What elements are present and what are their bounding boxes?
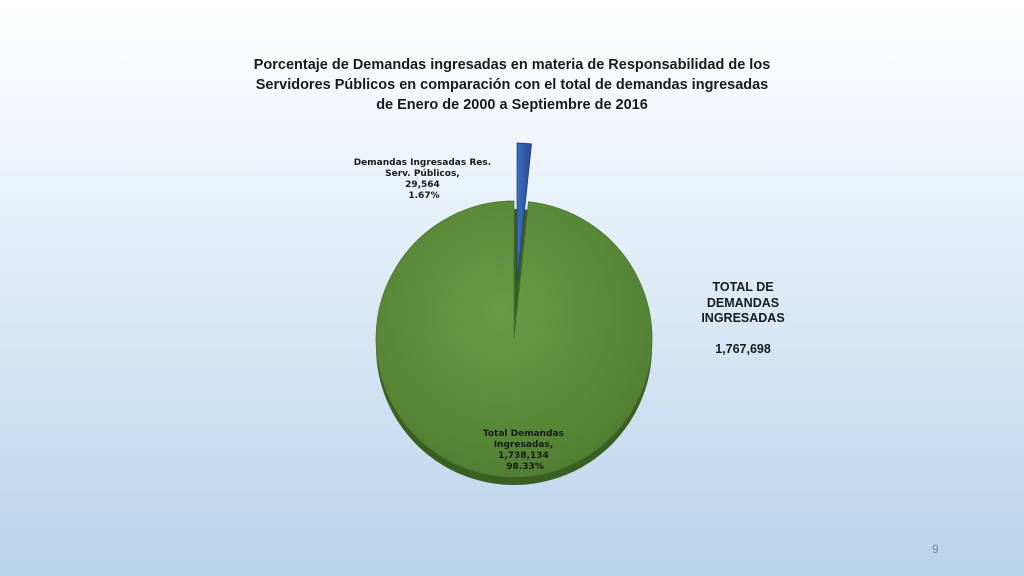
slice-label-large-line-3: 1,738,134 [498, 451, 549, 461]
slice-label-large-line-1: Total Demandas [482, 429, 564, 439]
slice-label-small [354, 158, 495, 201]
total-summary [668, 280, 818, 357]
chart-title-line-2: Servidores Públicos en comparación con el total de demandas ingresadas [255, 77, 769, 93]
chart-title-line-1: Porcentaje de Demandas ingresadas en materia de Responsabilidad de los [253, 57, 771, 73]
slice-label-small-line-4: 1.67% [408, 191, 440, 201]
slice-label-large-line-4: 98.33% [506, 462, 544, 472]
total-summary-line-2: DEMANDAS [706, 295, 780, 310]
slice-label-small-line-2: Serv. Públicos, [385, 169, 460, 179]
slice-label-small-line-1: Demandas Ingresadas Res. [353, 158, 492, 168]
total-summary-line-1: TOTAL DE [712, 280, 774, 294]
page-number: 9 [932, 542, 939, 556]
slice-label-large-line-2: Ingresadas, [493, 440, 554, 450]
total-summary-line-3: INGRESADAS [701, 311, 785, 325]
slice-label-small-line-3: 29,564 [405, 180, 440, 190]
total-summary-value: 1,767,698 [715, 341, 771, 356]
chart-title-line-3: de Enero de 2000 a Septiembre de 2016 [376, 97, 648, 113]
